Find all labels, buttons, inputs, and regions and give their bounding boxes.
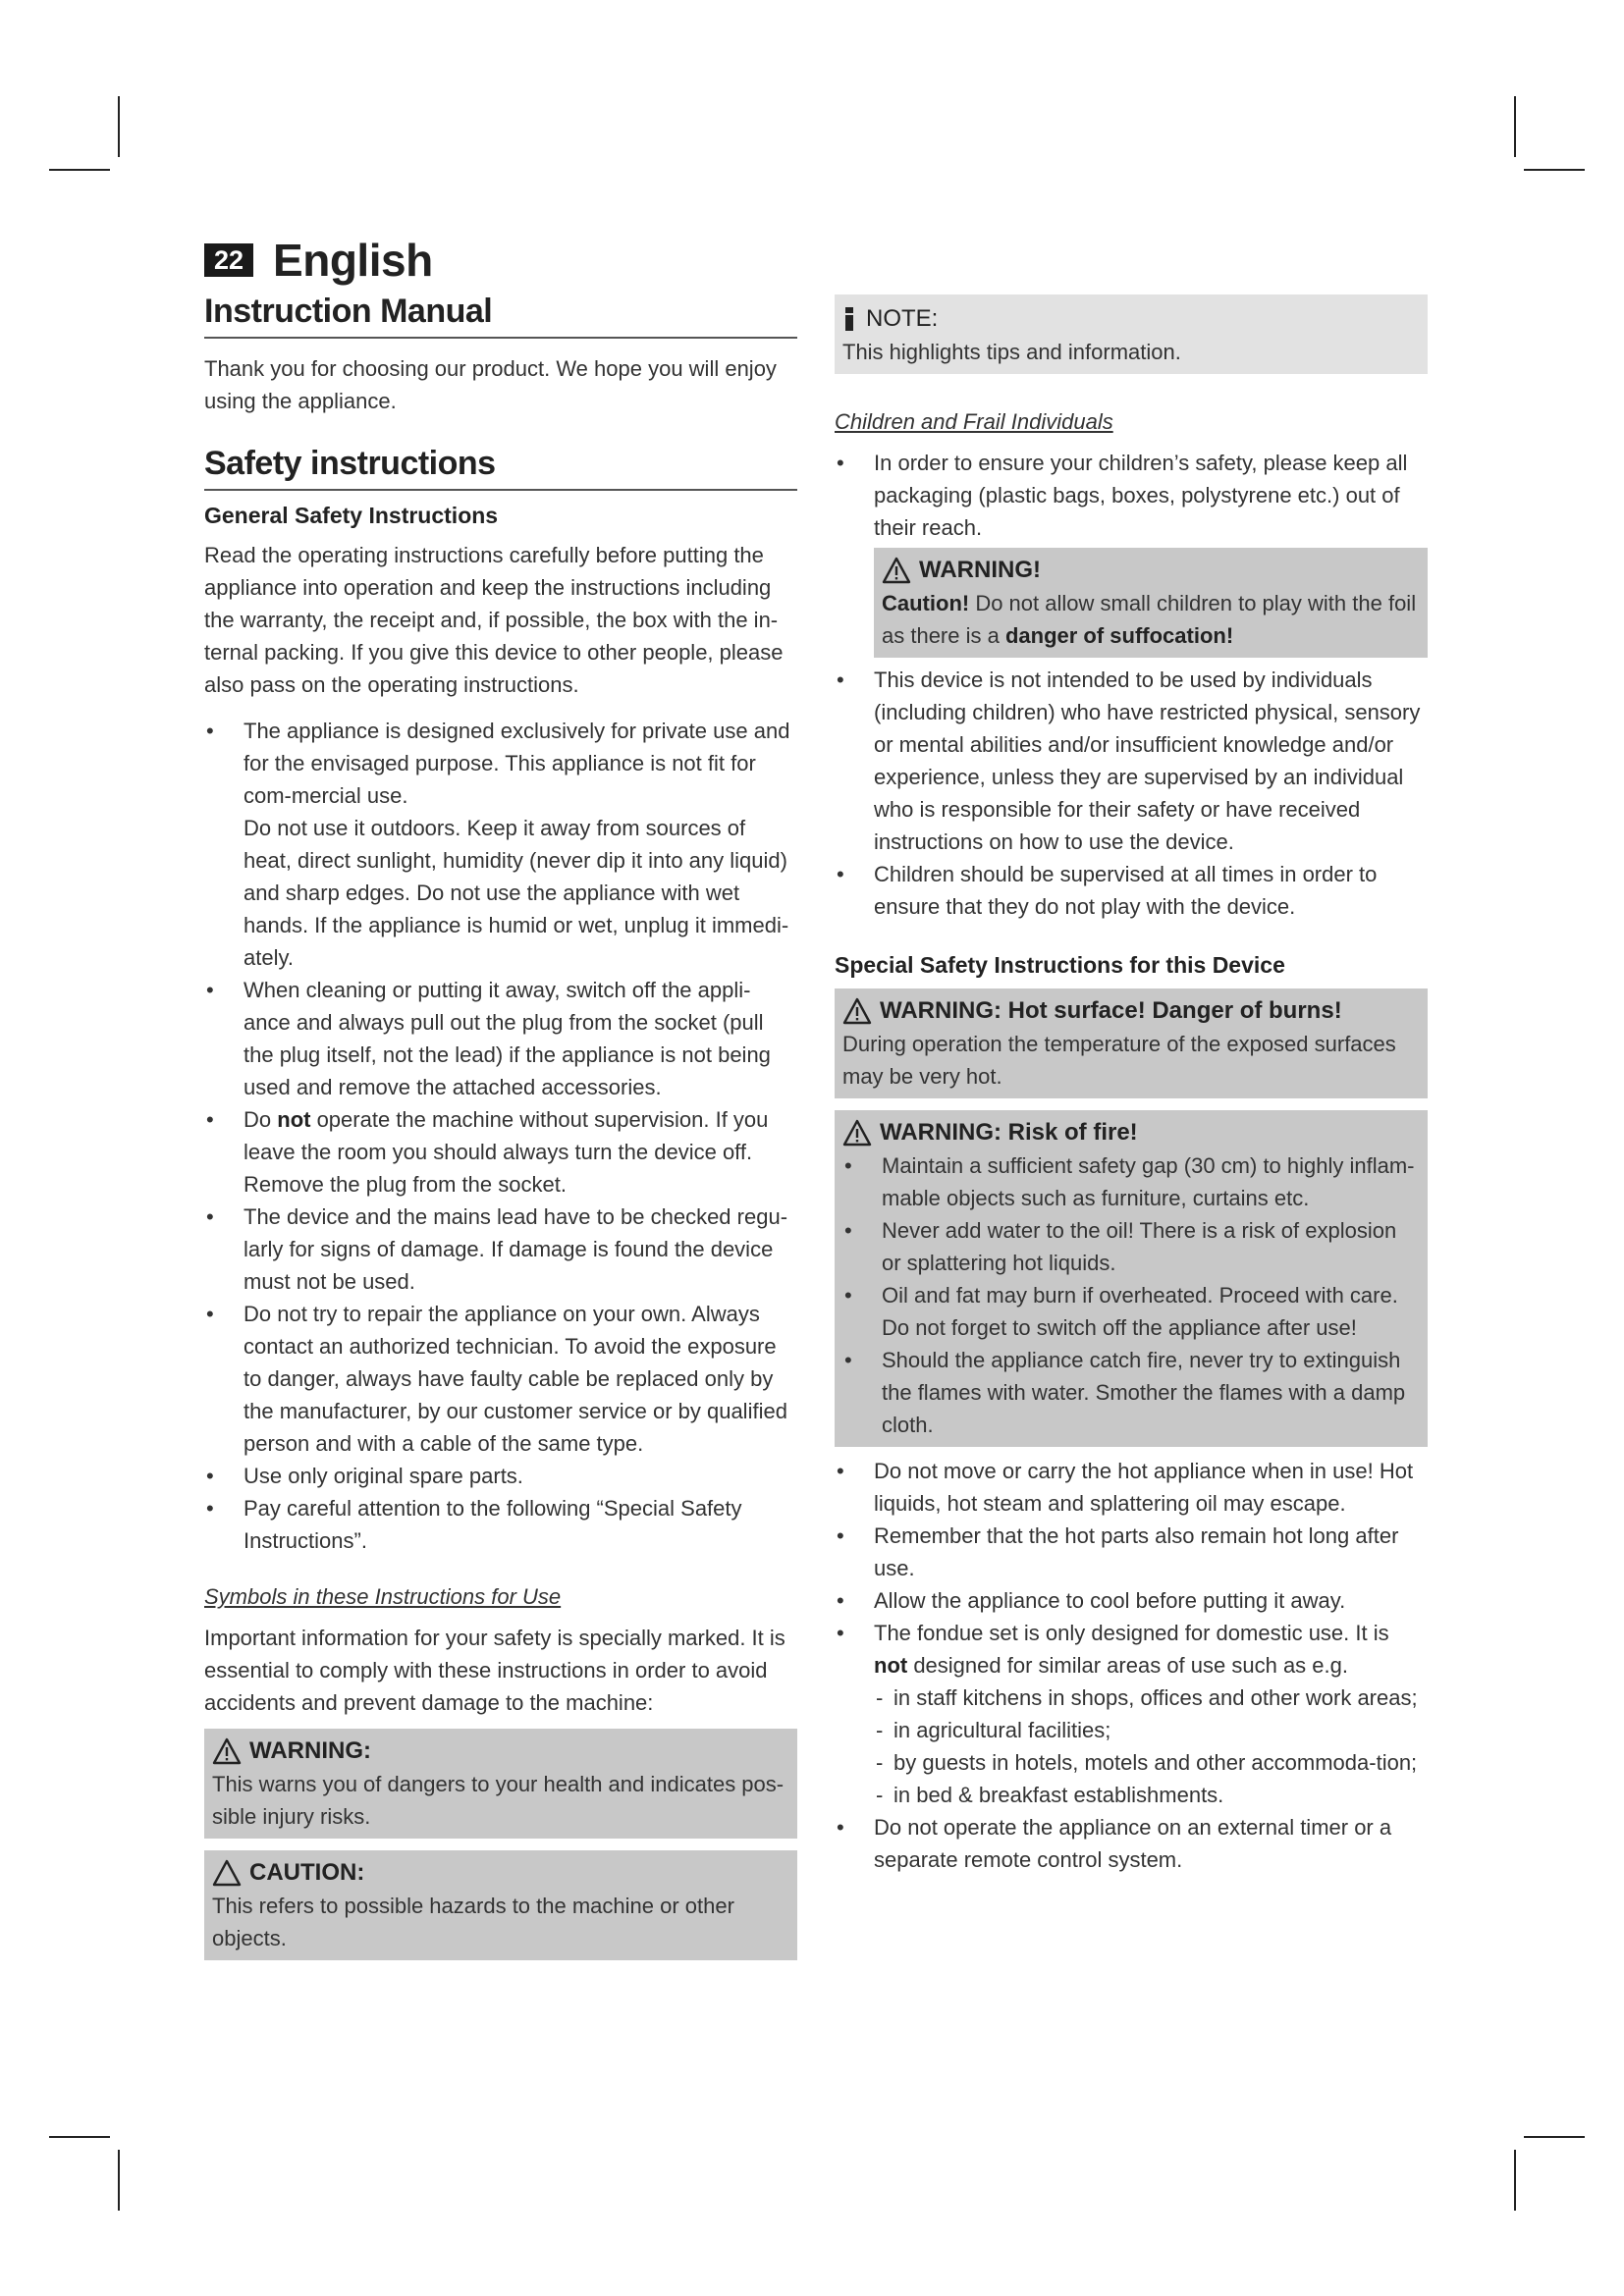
warning-triangle-icon xyxy=(882,557,911,584)
list-item: • Maintain a sufficient safety gap (30 cm) to highly inflam-mable objects such as furniture, curtains etc. xyxy=(842,1149,1420,1214)
list-item: • The appliance is designed exclusively for private use and for the envisaged purpose. This appliance is not fit for com-mercial use. Do not use it outdoors. Keep it away from sources of heat, direct sunlight, humidity (never dip it into any liquid) and sharp edges. Do not use the appliance with wet hands. If the appliance is humid or wet, unplug it immedi-ately. xyxy=(204,715,797,974)
note-symbol-box xyxy=(835,294,1428,374)
list-item: • When cleaning or putting it away, switch off the appli-ance and always pull out the plug from the socket (pull the plug itself, not the lead) if the appliance is not being used and remove the attached accessories. xyxy=(204,974,797,1103)
special-safety-title: Special Safety Instructions for this Device xyxy=(835,952,1285,978)
list-item: • Allow the appliance to cool before putting it away. xyxy=(835,1584,1428,1617)
children-warning-box xyxy=(874,548,1428,658)
children-title: Children and Frail Individuals xyxy=(835,409,1113,434)
caution-triangle-icon xyxy=(212,1859,242,1887)
page-number: 22 xyxy=(204,243,253,277)
general-safety-list xyxy=(204,715,797,1557)
list-item: • This device is not intended to be used by individuals (including children) who have restricted physical, sensory or mental abilities and/or insufficient knowledge and/or experience, unless they are supervised by an individual who is responsible for their safety or have received instructions on how to use the device. xyxy=(835,664,1428,858)
hot-surface-text: During operation the temperature of the exposed surfaces may be very hot. xyxy=(842,1032,1396,1089)
crop-mark-bl-h xyxy=(49,2136,110,2138)
list-item: • Do not operate the appliance on an external timer or a separate remote control system. xyxy=(835,1811,1428,1876)
fire-warning-title: WARNING: Risk of fire! xyxy=(880,1119,1138,1146)
language-heading: English xyxy=(273,235,433,286)
caution-box-text: This refers to possible hazards to the machine or other objects. xyxy=(212,1894,734,1950)
list-item: • The device and the mains lead have to be checked regu-larly for signs of damage. If damage is found the device must not be used. xyxy=(204,1201,797,1298)
warning-box-text: This warns you of dangers to your health and indicates pos-sible injury risks. xyxy=(212,1772,785,1829)
list-item: • Use only original spare parts. xyxy=(204,1460,797,1492)
crop-mark-br-h xyxy=(1524,2136,1585,2138)
sublist-item: - in bed & breakfast establishments. xyxy=(874,1779,1428,1811)
left-column xyxy=(204,293,797,1960)
crop-mark-bl-v xyxy=(118,2150,120,2211)
special-safety-list xyxy=(835,1455,1428,1876)
crop-mark-tl-v xyxy=(118,96,120,157)
warning-box-title: WARNING: xyxy=(249,1737,371,1764)
use-area-sublist xyxy=(874,1682,1428,1811)
children-list xyxy=(835,447,1428,544)
note-box-text: This highlights tips and information. xyxy=(842,340,1181,364)
manual-title: Instruction Manual xyxy=(204,293,797,339)
safety-title: Safety instructions xyxy=(204,445,797,491)
children-list-cont xyxy=(835,664,1428,923)
fire-warning-list xyxy=(842,1149,1420,1441)
list-item: • Should the appliance catch fire, never try to extinguish the flames with water. Smother the flames with a damp cloth. xyxy=(842,1344,1420,1441)
hot-surface-warning-box xyxy=(835,988,1428,1098)
list-item: • Do not operate the machine without supervision. If you leave the room you should always turn the device off. Remove the plug from the socket. xyxy=(204,1103,797,1201)
list-item: • Children should be supervised at all times in order to ensure that they do not play with the device. xyxy=(835,858,1428,923)
caution-box-title: CAUTION: xyxy=(249,1859,365,1886)
list-item: • Never add water to the oil! There is a risk of explosion or splattering hot liquids. xyxy=(842,1214,1420,1279)
crop-mark-tr-h xyxy=(1524,169,1585,171)
crop-mark-tl-h xyxy=(49,169,110,171)
fire-warning-box xyxy=(835,1110,1428,1447)
list-item: • In order to ensure your children’s safety, please keep all packaging (plastic bags, boxes, polystyrene etc.) out of their reach. xyxy=(835,447,1428,544)
sublist-item: - in agricultural facilities; xyxy=(874,1714,1428,1746)
children-warning-text: Caution! Do not allow small children to play with the foil as there is a danger of suffocation! xyxy=(882,591,1417,648)
intro-text: Thank you for choosing our product. We hope you will enjoy using the appliance. xyxy=(204,356,777,413)
list-item: • Do not move or carry the hot appliance when in use! Hot liquids, hot steam and splattering oil may escape. xyxy=(835,1455,1428,1520)
list-item: • The fondue set is only designed for domestic use. It is not designed for similar areas of use such as e.g. - in staff kitchens in shops, offices and other work areas; - in agricultural facilities; - by guests in hotels, motels and other accommoda-tion; - in bed & breakfast establishments. xyxy=(835,1617,1428,1811)
page-header xyxy=(204,234,433,287)
list-item: • Do not try to repair the appliance on your own. Always contact an authorized technician. To avoid the exposure to danger, always have faulty cable be replaced only by the manufacturer, by our customer service or by qualified person and with a cable of the same type. xyxy=(204,1298,797,1460)
right-column xyxy=(835,294,1428,1876)
warning-triangle-icon xyxy=(842,1119,872,1147)
warning-triangle-icon xyxy=(212,1737,242,1765)
hot-surface-title: WARNING: Hot surface! Danger of burns! xyxy=(880,997,1342,1024)
note-box-title: NOTE: xyxy=(866,305,939,332)
sublist-item: - in staff kitchens in shops, offices and other work areas; xyxy=(874,1682,1428,1714)
info-icon xyxy=(842,305,856,333)
caution-symbol-box xyxy=(204,1850,797,1960)
symbols-text: Important information for your safety is specially marked. It is essential to comply with these instructions in order to avoid accidents and prevent damage to the machine: xyxy=(204,1626,785,1715)
crop-mark-tr-v xyxy=(1514,96,1516,157)
list-item: • Pay careful attention to the following “Special Safety Instructions”. xyxy=(204,1492,797,1557)
list-item: • Remember that the hot parts also remain hot long after use. xyxy=(835,1520,1428,1584)
children-warning-title: WARNING! xyxy=(919,557,1041,583)
warning-triangle-icon xyxy=(842,997,872,1025)
crop-mark-br-v xyxy=(1514,2150,1516,2211)
list-item: • Oil and fat may burn if overheated. Proceed with care. Do not forget to switch off the appliance after use! xyxy=(842,1279,1420,1344)
general-safety-text: Read the operating instructions carefully before putting the appliance into operation and keep the instructions including the warranty, the receipt and, if possible, the box with the in-ternal packing. If you give this device to other people, please also pass on the operating instructions. xyxy=(204,543,784,697)
general-safety-title: General Safety Instructions xyxy=(204,503,499,528)
warning-symbol-box xyxy=(204,1729,797,1839)
sublist-item: - by guests in hotels, motels and other accommoda-tion; xyxy=(874,1746,1428,1779)
symbols-title: Symbols in these Instructions for Use xyxy=(204,1584,562,1609)
